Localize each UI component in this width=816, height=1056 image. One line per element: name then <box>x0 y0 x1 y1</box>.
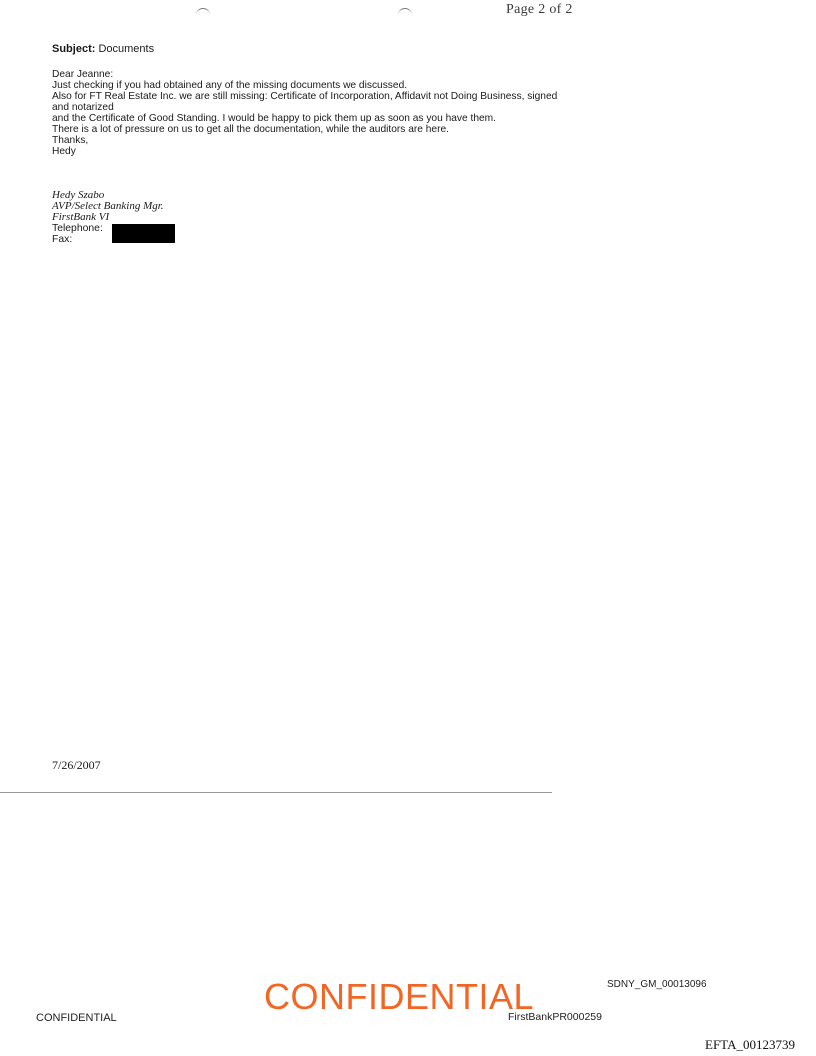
email-body <box>52 69 612 157</box>
body-line: Hedy <box>52 146 76 157</box>
signature-company: FirstBank VI <box>52 211 110 223</box>
divider-line <box>0 792 552 793</box>
scan-speck <box>196 8 210 17</box>
scan-speck <box>398 8 412 17</box>
page-indicator: Page 2 of 2 <box>506 2 573 17</box>
body-line: Also for FT Real Estate Inc. we are still missing: Certificate of Incorporation, Affidavit not Doing Business, signed <box>52 91 558 102</box>
body-line: Just checking if you had obtained any of the missing documents we discussed. <box>52 80 408 91</box>
signature-fax-label: Fax: <box>52 234 73 245</box>
signature-name: Hedy Szabo <box>52 189 105 201</box>
confidential-stamp: CONFIDENTIAL <box>264 976 535 1017</box>
print-date: 7/26/2007 <box>52 758 101 772</box>
bates-number-sdny: SDNY_GM_00013096 <box>607 979 707 990</box>
subject-value: Documents <box>98 43 155 55</box>
signature-title: AVP/Select Banking Mgr. <box>52 200 164 212</box>
body-line: and notarized <box>52 102 114 113</box>
body-line: Thanks, <box>52 135 89 146</box>
bates-number-firstbank: FirstBankPR000259 <box>508 1011 602 1023</box>
subject-label: Subject: <box>52 43 96 55</box>
confidential-label: CONFIDENTIAL <box>36 1012 117 1024</box>
efta-id: EFTA_00123739 <box>705 1037 795 1052</box>
body-line: and the Certificate of Good Standing. I would be happy to pick them up as soon as you have them. <box>52 113 496 124</box>
body-line: There is a lot of pressure on us to get all the documentation, while the auditors are here. <box>52 124 449 135</box>
signature-telephone-label: Telephone: <box>52 223 103 234</box>
body-line: Dear Jeanne: <box>52 69 114 80</box>
email-subject <box>52 43 154 55</box>
redaction-box <box>112 224 175 243</box>
